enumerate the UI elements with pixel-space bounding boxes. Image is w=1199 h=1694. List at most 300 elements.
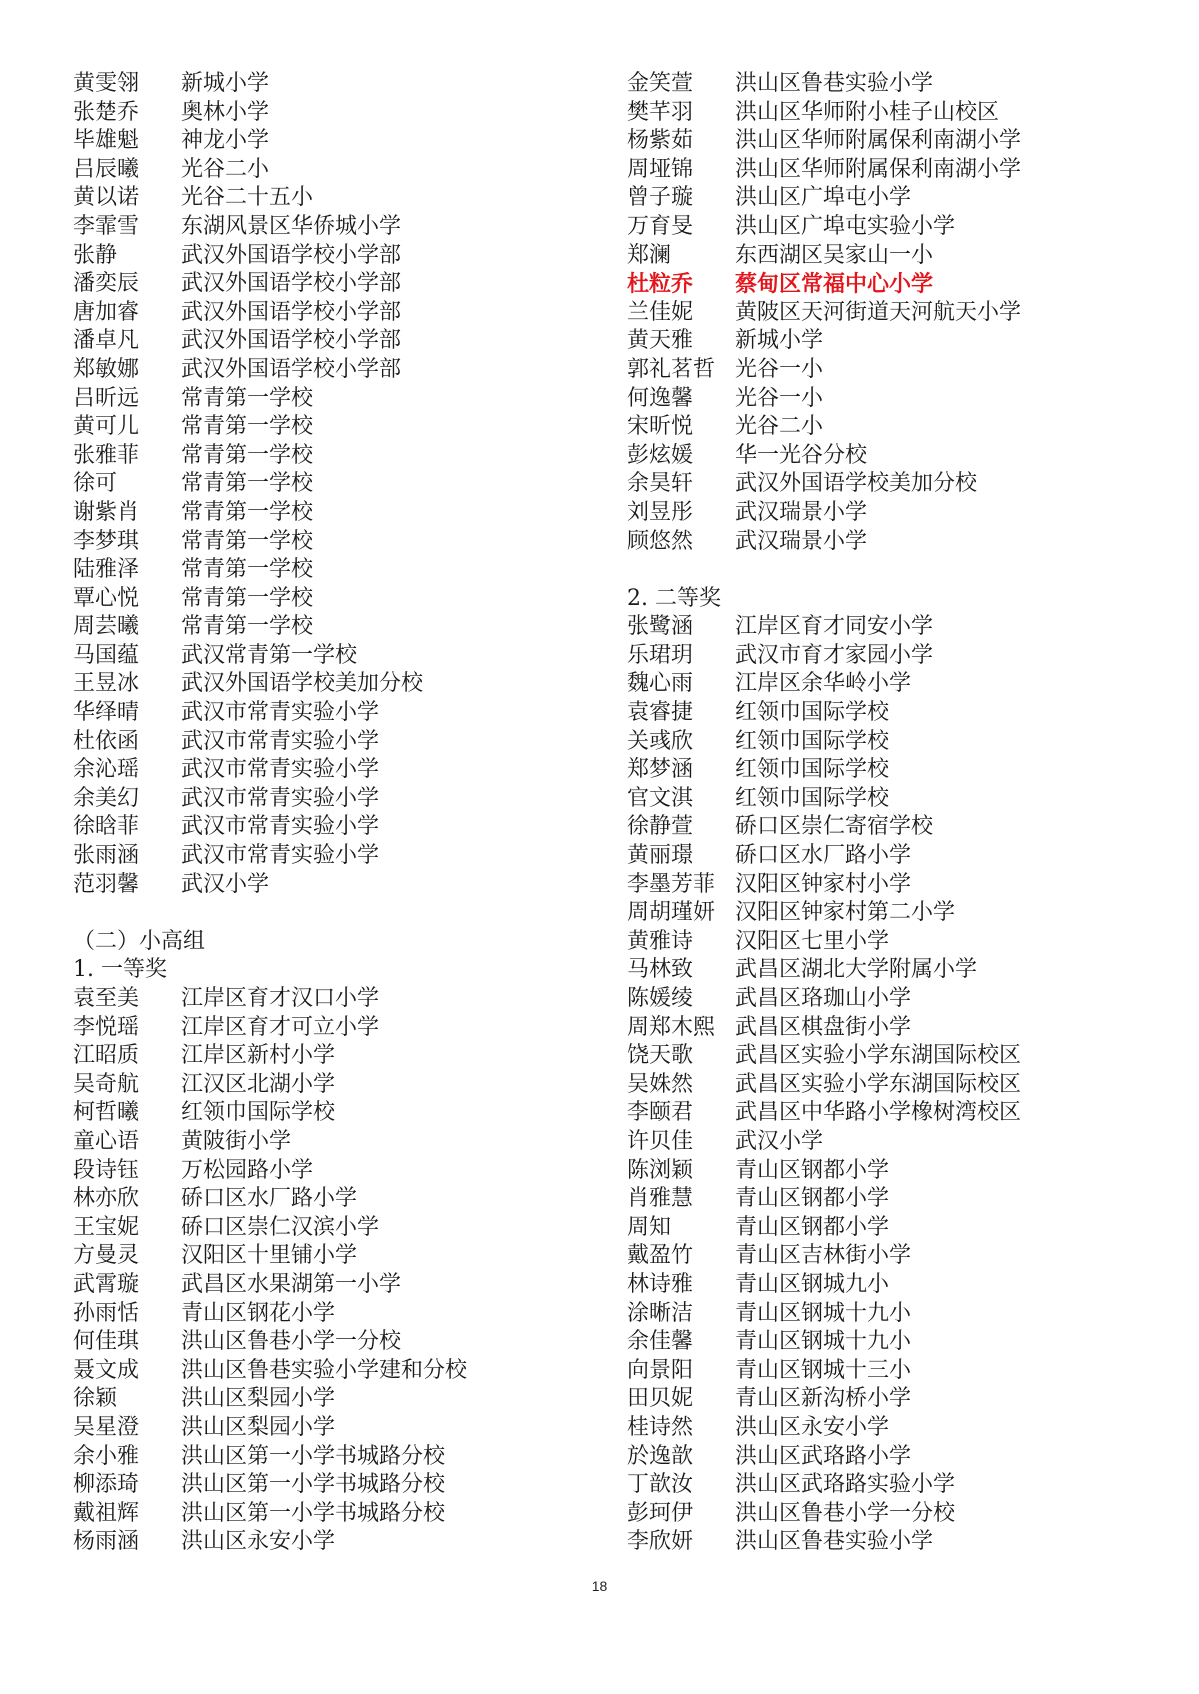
list-item [627, 899, 1187, 928]
student-name: 周芸曦 [73, 614, 140, 640]
school-name: 洪山区华师附小桂子山校区 [735, 99, 1000, 125]
school-name: 蔡甸区常福中心小学 [735, 271, 934, 298]
list-item [73, 156, 593, 185]
student-name: 聂文成 [73, 1357, 140, 1383]
student-name: 吕昕远 [73, 385, 140, 411]
list-item [73, 1099, 593, 1128]
student-name: 武霄璇 [73, 1271, 140, 1297]
student-name: 江昭质 [73, 1043, 140, 1069]
school-name: 武昌区实验小学东湖国际校区 [735, 1071, 1022, 1097]
school-name: 洪山区武珞路实验小学 [735, 1472, 956, 1498]
list-item [627, 70, 1187, 99]
blank-line [73, 899, 593, 928]
school-name: 汉阳区钟家村第二小学 [735, 900, 956, 926]
list-item [627, 1214, 1187, 1243]
school-name: 武汉小学 [181, 871, 270, 897]
school-name: 汉阳区钟家村小学 [735, 871, 912, 897]
student-name: 陈浏颖 [627, 1157, 694, 1183]
list-item [627, 1385, 1187, 1414]
student-name: 许贝佳 [627, 1128, 694, 1154]
student-name: 官文淇 [627, 785, 694, 811]
school-name: 汉阳区十里铺小学 [181, 1243, 358, 1269]
school-name: 洪山区永安小学 [735, 1414, 890, 1440]
list-item [627, 1443, 1187, 1472]
school-name: 光谷二十五小 [181, 185, 314, 211]
student-name: 吴星澄 [73, 1414, 140, 1440]
student-name: 黄可儿 [73, 414, 140, 440]
list-item [73, 1471, 593, 1500]
list-item [627, 842, 1187, 871]
student-name: 郭礼茗哲 [627, 356, 716, 382]
school-name: 新城小学 [181, 71, 270, 96]
list-item [627, 1242, 1187, 1271]
school-name: 武昌区中华路小学橡树湾校区 [735, 1100, 1022, 1126]
student-name: 段诗钰 [73, 1157, 140, 1183]
student-name: 郑敏娜 [73, 356, 140, 382]
student-name: 杜粒乔 [627, 271, 694, 298]
student-name: 林诗雅 [627, 1271, 694, 1297]
list-item [73, 985, 593, 1014]
school-name: 江岸区余华岭小学 [735, 671, 912, 697]
school-name: 洪山区第一小学书城路分校 [181, 1500, 446, 1526]
page-number: 18 [591, 1578, 608, 1594]
list-item [627, 1471, 1187, 1500]
list-item [73, 528, 593, 557]
school-name: 常青第一学校 [181, 414, 314, 440]
school-name: 青山区钢都小学 [735, 1157, 890, 1183]
list-item [73, 442, 593, 471]
school-name: 常青第一学校 [181, 385, 314, 411]
school-name: 武汉外国语学校小学部 [181, 299, 402, 325]
list-item [73, 385, 593, 414]
school-name: 青山区钢城十九小 [735, 1329, 912, 1355]
list-item [73, 1385, 593, 1414]
list-item [73, 756, 593, 785]
student-name: 潘奕辰 [73, 271, 140, 297]
school-name: 常青第一学校 [181, 585, 314, 611]
school-name: 武昌区珞珈山小学 [735, 986, 912, 1011]
section-heading: 1. 一等奖 [73, 957, 167, 983]
student-name: 周胡瑾妍 [627, 900, 716, 926]
student-name: 涂晰洁 [627, 1300, 694, 1326]
student-name: 余沁瑶 [73, 757, 140, 783]
student-name: 谢紫肖 [73, 499, 140, 525]
student-name: 潘卓凡 [73, 328, 140, 354]
student-name: 张雅菲 [73, 442, 140, 468]
school-name: 武汉市育才家园小学 [735, 642, 934, 668]
school-name: 黄陂街小学 [181, 1128, 292, 1154]
student-name: 李悦瑶 [73, 1014, 140, 1040]
school-name: 洪山区第一小学书城路分校 [181, 1472, 446, 1498]
blank-line [627, 556, 1187, 585]
list-item [73, 1128, 593, 1157]
list-item [73, 556, 593, 585]
school-name: 洪山区鲁巷实验小学建和分校 [181, 1357, 468, 1383]
list-item [627, 785, 1187, 814]
list-item [73, 699, 593, 728]
school-name: 武汉瑞景小学 [735, 499, 868, 525]
school-name: 武汉外国语学校小学部 [181, 328, 402, 354]
list-item [627, 985, 1187, 1014]
list-item [627, 99, 1187, 128]
list-item [73, 413, 593, 442]
school-name: 青山区钢都小学 [735, 1186, 890, 1212]
student-name: 魏心雨 [627, 671, 694, 697]
list-item [627, 1099, 1187, 1128]
student-name: 余佳馨 [627, 1329, 694, 1355]
student-name: 马林致 [627, 957, 694, 983]
list-item [627, 1128, 1187, 1157]
list-item [73, 1271, 593, 1300]
student-name: 黄雅诗 [627, 928, 694, 954]
list-item [627, 613, 1187, 642]
school-name: 常青第一学校 [181, 557, 314, 583]
student-name: 袁至美 [73, 986, 140, 1011]
school-name: 光谷一小 [735, 356, 824, 382]
list-item [73, 242, 593, 271]
school-name: 华一光谷分校 [735, 442, 868, 468]
school-name: 光谷一小 [735, 385, 824, 411]
school-name: 武汉外国语学校美加分校 [181, 671, 424, 697]
student-name: 杨雨涵 [73, 1529, 140, 1555]
student-name: 乐珺玥 [627, 642, 694, 668]
student-name: 王昱冰 [73, 671, 140, 697]
school-name: 常青第一学校 [181, 499, 314, 525]
student-name: 张静 [73, 242, 118, 268]
student-name: 戴祖辉 [73, 1500, 140, 1526]
student-name: 毕雄魁 [73, 128, 140, 154]
student-name: 陆雅泽 [73, 557, 140, 583]
student-name: 柳添琦 [73, 1472, 140, 1498]
school-name: 洪山区鲁巷实验小学 [735, 1529, 934, 1555]
student-name: 林亦欣 [73, 1186, 140, 1212]
student-name: 黄丽璟 [627, 843, 694, 869]
school-name: 武昌区棋盘街小学 [735, 1014, 912, 1040]
school-name: 江汉区北湖小学 [181, 1071, 336, 1097]
student-name: 杜依函 [73, 728, 140, 754]
list-item [627, 1328, 1187, 1357]
student-name: 覃心悦 [73, 585, 140, 611]
school-name: 神龙小学 [181, 128, 270, 154]
school-name: 洪山区第一小学书城路分校 [181, 1443, 446, 1469]
school-name: 武昌区水果湖第一小学 [181, 1271, 402, 1297]
school-name: 硚口区水厂路小学 [735, 843, 912, 869]
list-item [73, 585, 593, 614]
student-name: 杨紫茹 [627, 128, 694, 154]
school-name: 武汉小学 [735, 1128, 824, 1154]
school-name: 洪山区华师附属保利南湖小学 [735, 156, 1022, 182]
student-name: 陈媛绫 [627, 986, 694, 1011]
section-heading: （二）小高组 [73, 928, 206, 954]
school-name: 江岸区育才可立小学 [181, 1014, 380, 1040]
student-name: 田贝妮 [627, 1386, 694, 1412]
school-name: 常青第一学校 [181, 614, 314, 640]
school-name: 洪山区梨园小学 [181, 1386, 336, 1412]
list-item [627, 1300, 1187, 1329]
school-name: 武汉市常青实验小学 [181, 700, 380, 726]
student-name: 金笑萱 [627, 71, 694, 96]
school-name: 黄陂区天河街道天河航天小学 [735, 299, 1022, 325]
list-item [627, 1500, 1187, 1529]
school-name: 武汉瑞景小学 [735, 528, 868, 554]
student-name: 关彧欣 [627, 728, 694, 754]
student-name: 彭珂伊 [627, 1500, 694, 1526]
list-item [73, 813, 593, 842]
list-item [627, 813, 1187, 842]
list-item [627, 413, 1187, 442]
student-name: 徐静萱 [627, 814, 694, 840]
list-item [73, 1300, 593, 1329]
list-item [73, 1528, 593, 1557]
student-name: 樊芊羽 [627, 99, 694, 125]
list-item [73, 1014, 593, 1043]
student-name: 马国蕴 [73, 642, 140, 668]
school-name: 武汉常青第一学校 [181, 642, 358, 668]
list-item [627, 756, 1187, 785]
list-item [73, 1328, 593, 1357]
student-name: 吴奇航 [73, 1071, 140, 1097]
school-name: 洪山区鲁巷小学一分校 [181, 1329, 402, 1355]
school-name: 武汉市常青实验小学 [181, 757, 380, 783]
list-item [627, 213, 1187, 242]
list-item [73, 299, 593, 328]
list-item [73, 728, 593, 757]
school-name: 武汉外国语学校小学部 [181, 242, 402, 268]
student-name: 彭炫媛 [627, 442, 694, 468]
list-item [627, 385, 1187, 414]
student-name: 张雨涵 [73, 843, 140, 869]
student-name: 周垭锦 [627, 156, 694, 182]
school-name: 武汉市常青实验小学 [181, 814, 380, 840]
list-item [627, 1528, 1187, 1557]
student-name: 於逸歆 [627, 1443, 694, 1469]
student-name: 方曼灵 [73, 1243, 140, 1269]
school-name: 东西湖区吴家山一小 [735, 242, 934, 268]
student-name: 张楚乔 [73, 99, 140, 125]
school-name: 万松园路小学 [181, 1157, 314, 1183]
list-item [627, 956, 1187, 985]
list-item [73, 213, 593, 242]
student-name: 戴盈竹 [627, 1243, 694, 1269]
list-item [73, 1443, 593, 1472]
list-item [73, 1500, 593, 1529]
student-name: 丁歆汝 [627, 1472, 694, 1498]
school-name: 洪山区广埠屯实验小学 [735, 213, 956, 239]
student-name: 李颐君 [627, 1100, 694, 1126]
student-name: 万育旻 [627, 213, 694, 239]
student-name: 王宝妮 [73, 1214, 140, 1240]
student-name: 曾子璇 [627, 185, 694, 211]
school-name: 武汉市常青实验小学 [181, 785, 380, 811]
list-item [627, 470, 1187, 499]
list-item [627, 442, 1187, 471]
student-name: 余美幻 [73, 785, 140, 811]
student-name: 徐晗菲 [73, 814, 140, 840]
school-name: 江岸区新村小学 [181, 1043, 336, 1069]
student-name: 饶天歌 [627, 1043, 694, 1069]
student-name: 郑梦涵 [627, 757, 694, 783]
student-name: 徐颖 [73, 1386, 118, 1412]
list-item [73, 327, 593, 356]
section-heading: 2. 二等奖 [627, 585, 721, 611]
list-item [627, 1157, 1187, 1186]
student-name: 周郑木熙 [627, 1014, 716, 1040]
list-item [627, 642, 1187, 671]
student-name: 向景阳 [627, 1357, 694, 1383]
list-item [73, 670, 593, 699]
school-name: 常青第一学校 [181, 528, 314, 554]
list-item [627, 1357, 1187, 1386]
student-name: 顾悠然 [627, 528, 694, 554]
list-item [627, 270, 1187, 299]
list-item [627, 356, 1187, 385]
student-name: 吴姝然 [627, 1071, 694, 1097]
list-item [627, 127, 1187, 156]
school-name: 青山区新沟桥小学 [735, 1386, 912, 1412]
list-item [73, 356, 593, 385]
school-name: 常青第一学校 [181, 471, 314, 497]
list-item [627, 1185, 1187, 1214]
school-name: 武汉市常青实验小学 [181, 728, 380, 754]
list-item [627, 928, 1187, 957]
school-name: 硚口区崇仁汉滨小学 [181, 1214, 380, 1240]
list-item [627, 299, 1187, 328]
student-name: 黄以诺 [73, 185, 140, 211]
list-item [73, 470, 593, 499]
list-item [627, 528, 1187, 557]
student-name: 郑澜 [627, 242, 672, 268]
school-name: 红领巾国际学校 [735, 785, 890, 811]
list-item [627, 242, 1187, 271]
student-name: 兰佳妮 [627, 299, 694, 325]
list-item [73, 871, 593, 900]
student-name: 范羽馨 [73, 871, 140, 897]
list-item [73, 1214, 593, 1243]
list-item [73, 842, 593, 871]
student-name: 余小雅 [73, 1443, 140, 1469]
school-name: 红领巾国际学校 [735, 700, 890, 726]
school-name: 汉阳区七里小学 [735, 928, 890, 954]
school-name: 青山区钢城十九小 [735, 1300, 912, 1326]
school-name: 武汉外国语学校小学部 [181, 356, 402, 382]
student-name: 张鹭涵 [627, 614, 694, 640]
school-name: 武汉外国语学校小学部 [181, 271, 402, 297]
list-item [73, 70, 593, 99]
list-item [73, 1357, 593, 1386]
student-name: 何逸馨 [627, 385, 694, 411]
school-name: 洪山区永安小学 [181, 1529, 336, 1555]
list-item [627, 1014, 1187, 1043]
school-name: 青山区钢城十三小 [735, 1357, 912, 1383]
list-item [73, 1042, 593, 1071]
list-item [627, 1042, 1187, 1071]
list-item [627, 728, 1187, 757]
right-column [627, 70, 1187, 1557]
school-name: 常青第一学校 [181, 442, 314, 468]
list-item [627, 1414, 1187, 1443]
school-name: 武汉外国语学校美加分校 [735, 471, 978, 497]
list-item [73, 270, 593, 299]
student-name: 桂诗然 [627, 1414, 694, 1440]
school-name: 硚口区水厂路小学 [181, 1186, 358, 1212]
school-name: 洪山区鲁巷小学一分校 [735, 1500, 956, 1526]
list-item [73, 1185, 593, 1214]
school-name: 青山区钢花小学 [181, 1300, 336, 1326]
student-name: 唐加睿 [73, 299, 140, 325]
list-item [73, 127, 593, 156]
student-name: 袁睿捷 [627, 700, 694, 726]
student-name: 周知 [627, 1214, 672, 1240]
school-name: 洪山区武珞路小学 [735, 1443, 912, 1469]
school-name: 江岸区育才同安小学 [735, 614, 934, 640]
student-name: 李霏雪 [73, 213, 140, 239]
student-name: 肖雅慧 [627, 1186, 694, 1212]
list-item [73, 99, 593, 128]
student-name: 何佳琪 [73, 1329, 140, 1355]
student-name: 黄雯翎 [73, 71, 140, 96]
student-name: 孙雨恬 [73, 1300, 140, 1326]
student-name: 李墨芳菲 [627, 871, 716, 897]
student-name: 李欣妍 [627, 1529, 694, 1555]
list-item [627, 699, 1187, 728]
list-item [73, 1071, 593, 1100]
school-name: 光谷二小 [735, 414, 824, 440]
list-item [627, 184, 1187, 213]
student-name: 柯哲曦 [73, 1100, 140, 1126]
list-item [73, 642, 593, 671]
student-name: 宋昕悦 [627, 414, 694, 440]
list-item [73, 613, 593, 642]
list-item [627, 871, 1187, 900]
list-item [627, 327, 1187, 356]
left-column [73, 70, 593, 1557]
school-name: 硚口区崇仁寄宿学校 [735, 814, 934, 840]
list-item [73, 1242, 593, 1271]
school-name: 青山区钢城九小 [735, 1271, 890, 1297]
list-item [627, 670, 1187, 699]
list-item [627, 156, 1187, 185]
school-name: 武昌区湖北大学附属小学 [735, 957, 978, 983]
school-name: 江岸区育才汉口小学 [181, 986, 380, 1011]
student-name: 李梦琪 [73, 528, 140, 554]
school-name: 红领巾国际学校 [735, 757, 890, 783]
list-item [73, 1414, 593, 1443]
list-item [627, 499, 1187, 528]
school-name: 青山区吉林街小学 [735, 1243, 912, 1269]
student-name: 余昊轩 [627, 471, 694, 497]
school-name: 洪山区鲁巷实验小学 [735, 71, 934, 96]
school-name: 洪山区梨园小学 [181, 1414, 336, 1440]
list-item [627, 1071, 1187, 1100]
list-item [73, 1157, 593, 1186]
school-name: 奥林小学 [181, 99, 270, 125]
school-name: 东湖风景区华侨城小学 [181, 213, 402, 239]
student-name: 华绎晴 [73, 700, 140, 726]
school-name: 武昌区实验小学东湖国际校区 [735, 1043, 1022, 1069]
student-name: 徐可 [73, 471, 118, 497]
school-name: 红领巾国际学校 [181, 1100, 336, 1126]
student-name: 吕辰曦 [73, 156, 140, 182]
list-item [73, 785, 593, 814]
school-name: 青山区钢都小学 [735, 1214, 890, 1240]
school-name: 红领巾国际学校 [735, 728, 890, 754]
school-name: 新城小学 [735, 328, 824, 354]
student-name: 刘昱彤 [627, 499, 694, 525]
student-name: 黄天雅 [627, 328, 694, 354]
school-name: 洪山区华师附属保利南湖小学 [735, 128, 1022, 154]
school-name: 武汉市常青实验小学 [181, 843, 380, 869]
student-name: 童心语 [73, 1128, 140, 1154]
